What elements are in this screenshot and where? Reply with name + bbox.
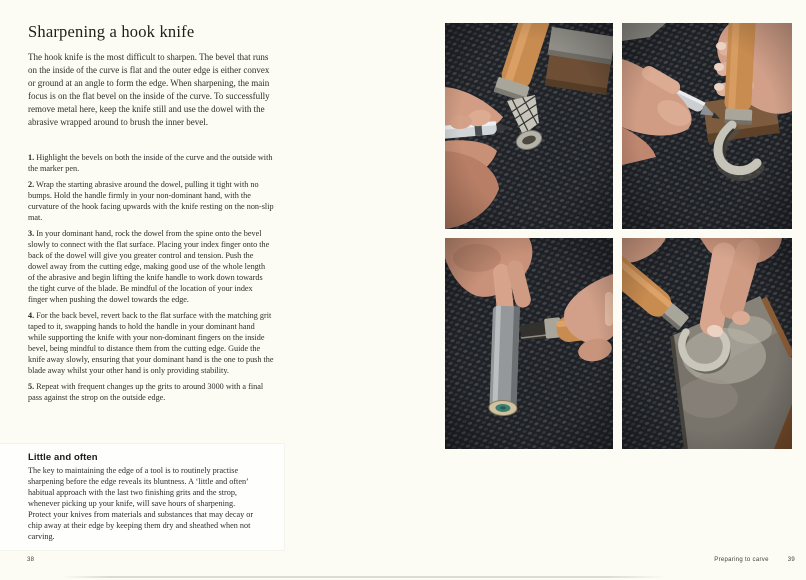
page-title: Sharpening a hook knife	[28, 22, 195, 41]
left-page-number: 38	[27, 557, 35, 563]
photo-marking-outside-edge	[622, 23, 792, 229]
intro-paragraph: The hook knife is the most difficult to sharpen. The bevel that runs on the inside of the curve is flat and the outer edge is either convex or ground at an angle to form the edge. When sharpening, the main focus is on the flat bevel on the inside of the curve. To successfully remove metal here, keep the knife still and use the dowel with the abrasive wrapped around to brush the inner bevel.	[28, 52, 270, 127]
sidebar-body: The key to maintaining the edge of a tool is to routinely practise sharpening before the edge reveals its bluntness. A ‘little and often’ habitual approach with the last two finishing grits and the strop, whenever picking up your knife, will save hours of sharpening. Protect your knives from materials and substances that may decay or chip away at their edge by keeping them dry and sheathed when not carving.	[28, 466, 254, 541]
step-5-text: Repeat with frequent changes up the grits to around 3000 with a final pass against the strop on the outside edge.	[28, 382, 264, 403]
photo-stropping	[622, 238, 792, 449]
photo-marking-inside-bevel	[445, 23, 613, 229]
photo-dowel-abrasive	[445, 238, 613, 449]
step-5	[28, 382, 274, 404]
step-4	[28, 311, 274, 376]
step-1	[28, 153, 274, 175]
sidebar-box	[0, 444, 284, 550]
page-edge-shadow	[62, 576, 666, 578]
step-3-text: In your dominant hand, rock the dowel from the spine onto the bevel slowly to connect with the flat surface. Placing your index finger onto the back of the dowel will give you greater control and tension. Push the dowel away from the cutting edge, making good use of the whole length of the abrasive and begin lifting the knife handle to work down towards the tight curve of the blade. Be mindful of the location of your index finger when pushing the dowel towards the edge.	[28, 229, 270, 304]
step-3-number: 3.	[28, 229, 35, 239]
step-3	[28, 229, 274, 305]
steps-list	[28, 153, 274, 410]
step-2-text: Wrap the starting abrasive around the dowel, pulling it tight with no bumps. Hold the handle firmly in your non-dominant hand, with the curvature of the hook facing upwards with the knife resting on the non-slip mat.	[28, 180, 274, 223]
right-page-number: 39	[787, 557, 795, 563]
chapter-footer-label: Preparing to carve	[714, 557, 769, 563]
step-2	[28, 180, 274, 224]
step-4-number: 4.	[28, 311, 35, 321]
sidebar-heading: Little and often	[28, 452, 98, 463]
step-1-number: 1.	[28, 153, 35, 162]
step-4-text: For the back bevel, revert back to the flat surface with the matching grit taped to it, swapping hands to hold the handle in your dominant hand while supporting the knife with your non-dominant fingers on the inside bevel, being mindful to distance them from the cutting edge. Guide the knife away slowly, ensuring that your dominant hand is the one to push the blade away whilst your other hand is only providing stability.	[28, 311, 274, 375]
step-2-number: 2.	[28, 180, 35, 190]
right-page-footer	[714, 557, 795, 563]
step-5-number: 5.	[28, 382, 35, 392]
step-1-text: Highlight the bevels on both the inside of the curve and the outside with the marker pen.	[28, 153, 273, 173]
